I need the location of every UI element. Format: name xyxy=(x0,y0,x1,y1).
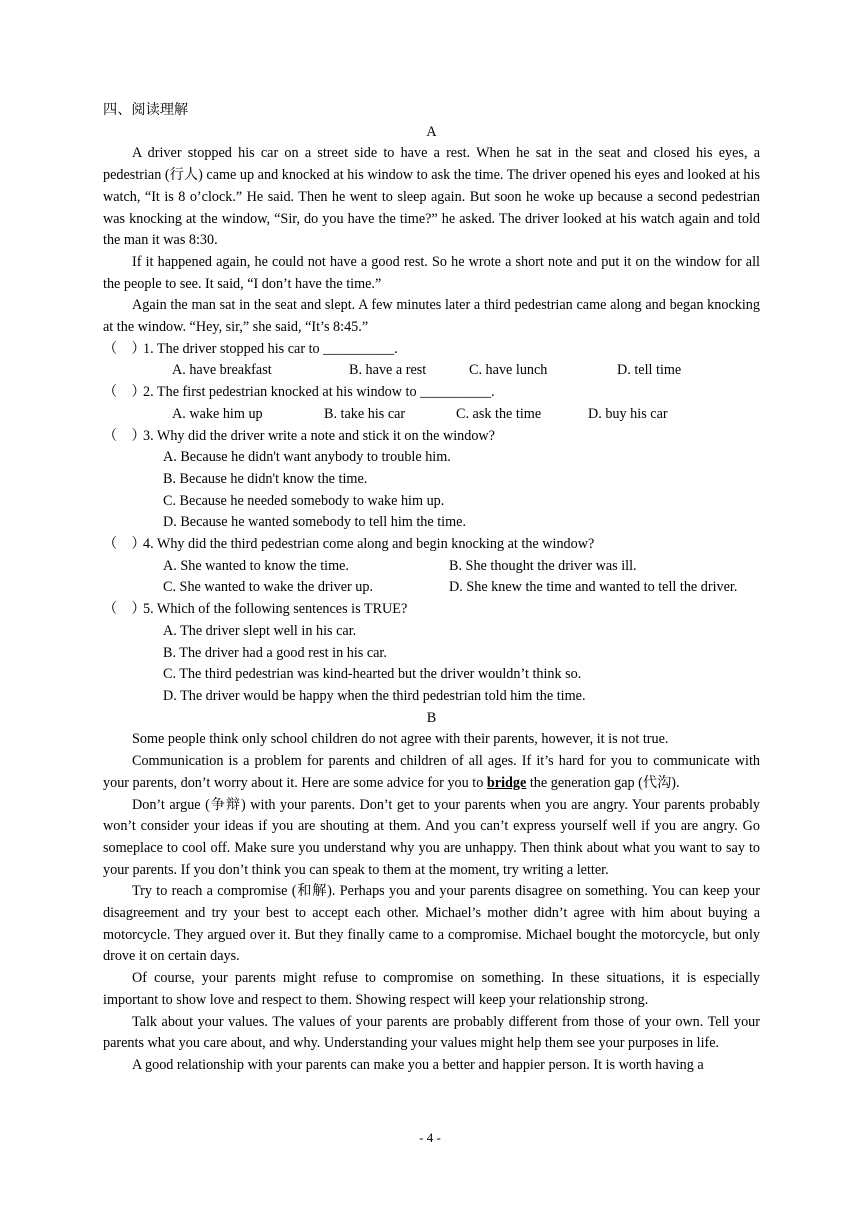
option-b[interactable]: B. have a rest xyxy=(349,362,427,379)
answer-blank[interactable]: （ ） xyxy=(103,601,146,618)
question-text: 2. The first pedestrian knocked at his window to __________. xyxy=(143,384,495,401)
answer-blank[interactable]: （ ） xyxy=(103,384,146,401)
keyword-bridge: bridge xyxy=(486,774,527,791)
question-5 xyxy=(103,599,760,621)
passage-a-paragraph: A driver stopped his car on a street side to have a rest. When he sat in the seat and closed his eyes, a pedestrian (行人) came up and knocked at his window to ask the time. The driver opened his eyes and looked at his watch, “It is 8 o’clock.” He said. Then he went to sleep again. But soon he woke up because a second pedestrian was knocking at the window, “Sir, do you have the time?” he asked. The driver looked at his watch again and told the man it was 8:30. xyxy=(103,145,760,249)
passage-b-paragraph: Talk about your values. The values of your parents are probably different from those of your own. Tell your parents what you care about, and why. Understanding your values might help them see your purposes in life. xyxy=(103,1013,760,1052)
question-1-options xyxy=(103,360,760,382)
option-d[interactable]: D. tell time xyxy=(617,362,682,379)
option-a[interactable]: A. The driver slept well in his car. xyxy=(163,622,357,639)
option-d[interactable]: D. She knew the time and wanted to tell the driver. xyxy=(449,579,738,596)
option-c[interactable]: C. have lunch xyxy=(469,362,548,379)
page-number: - 4 - xyxy=(419,1130,441,1145)
option-a[interactable]: A. Because he didn't want anybody to trouble him. xyxy=(163,449,451,466)
answer-blank[interactable]: （ ） xyxy=(103,536,146,553)
passage-b-paragraph: Of course, your parents might refuse to compromise on something. In these situations, it is especially important to show love and respect to them. Showing respect will keep your relationship strong. xyxy=(103,970,760,1008)
question-1 xyxy=(103,339,760,361)
question-4 xyxy=(103,534,760,556)
option-c[interactable]: C. She wanted to wake the driver up. xyxy=(163,579,373,596)
question-2-options xyxy=(103,404,760,426)
answer-blank[interactable]: （ ） xyxy=(103,427,146,444)
option-b[interactable]: B. She thought the driver was ill. xyxy=(449,557,637,574)
passage-a-paragraph: If it happened again, he could not have a good rest. So he wrote a short note and put it on the window for all the people to see. It said, “I don’t have the time.” xyxy=(103,253,760,292)
passage-b-paragraph xyxy=(103,751,760,794)
question-2 xyxy=(103,382,760,404)
answer-blank[interactable]: （ ） xyxy=(103,340,146,357)
passage-b-label: B xyxy=(426,709,437,726)
paragraph-text: Communication is a problem for parents and children of all ages. If it’s hard for you to communicate with your parents, don’t worry about it. Here are some advice for you to xyxy=(103,753,760,791)
question-text: 4. Why did the third pedestrian come along and begin knocking at the window? xyxy=(143,536,595,553)
option-a[interactable]: A. wake him up xyxy=(172,405,263,422)
option-c[interactable]: C. ask the time xyxy=(456,405,542,422)
question-4-options-row-2 xyxy=(103,577,760,599)
option-a[interactable]: A. She wanted to know the time. xyxy=(163,557,349,574)
paragraph-text: the generation gap (代沟). xyxy=(526,774,680,791)
page-content xyxy=(103,100,760,1077)
question-text: 5. Which of the following sentences is TRUE? xyxy=(143,601,408,618)
option-b[interactable]: B. The driver had a good rest in his car. xyxy=(163,644,387,661)
option-c[interactable]: C. Because he needed somebody to wake him up. xyxy=(163,492,445,509)
question-3 xyxy=(103,426,760,448)
question-text: 3. Why did the driver write a note and stick it on the window? xyxy=(143,427,495,444)
option-b[interactable]: B. Because he didn't know the time. xyxy=(163,470,368,487)
option-b[interactable]: B. take his car xyxy=(324,405,406,422)
passage-a-label: A xyxy=(426,123,437,140)
passage-b-paragraph: Some people think only school children do not agree with their parents, however, it is not true. xyxy=(132,731,669,748)
question-4-options-row-1 xyxy=(103,556,760,578)
option-a[interactable]: A. have breakfast xyxy=(172,362,272,379)
option-d[interactable]: D. Because he wanted somebody to tell him the time. xyxy=(163,514,466,531)
passage-b-paragraph: Don’t argue (争辩) with your parents. Don’t get to your parents when you are angry. Your parents probably won’t consider your ideas if you are shouting at them. And you can’t express yourself well if you are angry. Go someplace to cool off. Make sure you understand why you are unhappy. Then think about what you want to say to your parents. If you don’t think you can speak to them at the moment, try writing a letter. xyxy=(103,796,760,878)
option-d[interactable]: D. buy his car xyxy=(588,405,668,422)
option-c[interactable]: C. The third pedestrian was kind-hearted but the driver wouldn’t think so. xyxy=(163,666,582,683)
question-text: 1. The driver stopped his car to __________. xyxy=(143,340,398,357)
option-d[interactable]: D. The driver would be happy when the third pedestrian told him the time. xyxy=(163,687,586,704)
passage-b-paragraph: Try to reach a compromise (和解). Perhaps you and your parents disagree on something. You can keep your disagreement and try your best to accept each other. Michael’s mother didn’t agree with him about buying a motorcycle. They argued over it. But they finally came to a compromise. Michael bought the motorcycle, but only drove it on certain days. xyxy=(103,883,760,965)
passage-a-paragraph: Again the man sat in the seat and slept. A few minutes later a third pedestrian came along and began knocking at the window. “Hey, sir,” she said, “It’s 8:45.” xyxy=(103,297,760,336)
passage-b-paragraph: A good relationship with your parents can make you a better and happier person. It is worth having a xyxy=(132,1056,704,1073)
section-heading: 四、阅读理解 xyxy=(103,102,189,118)
